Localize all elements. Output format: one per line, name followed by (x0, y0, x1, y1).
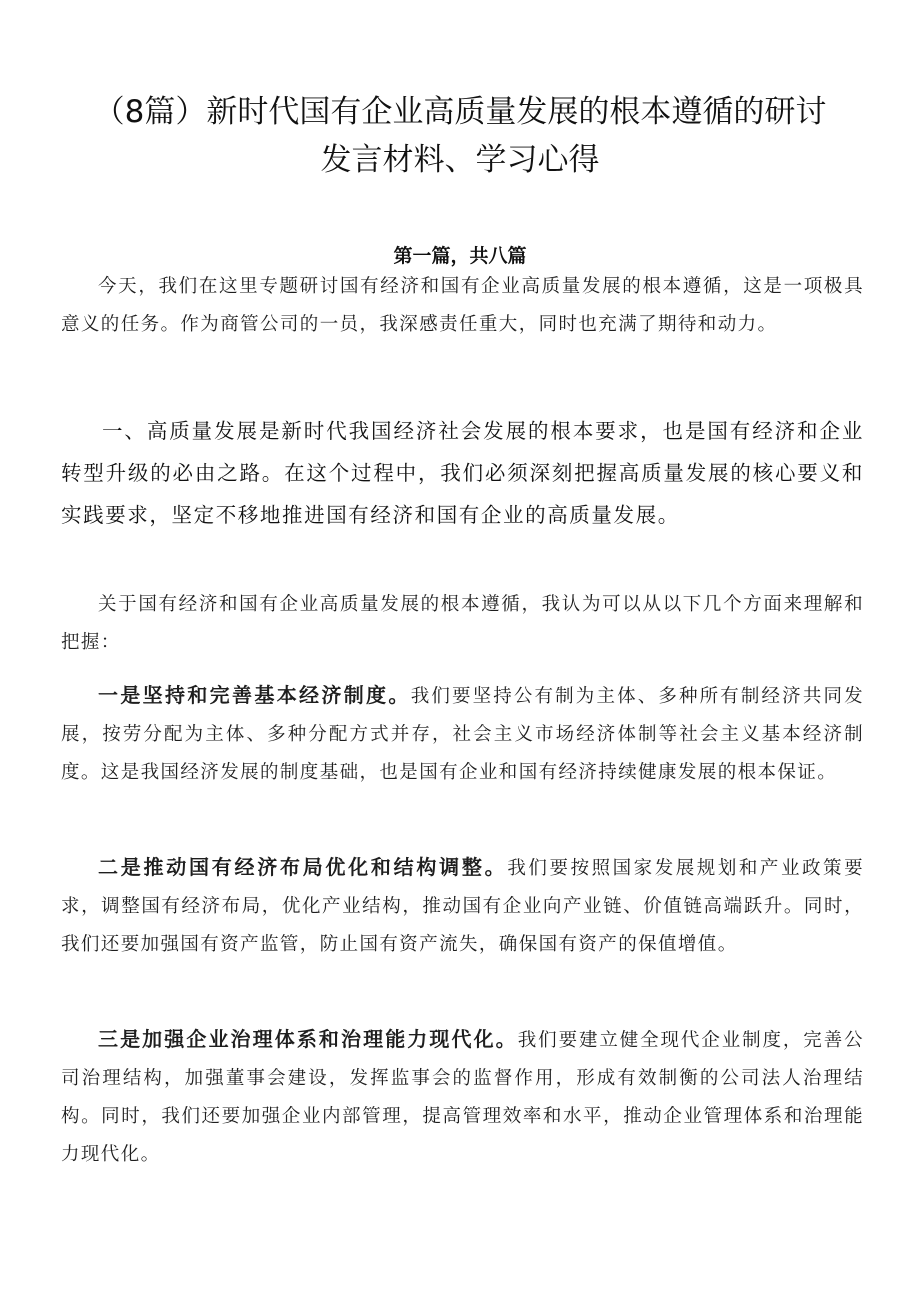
document-title-line-2: 发言材料、学习心得 (320, 142, 600, 178)
paragraph-aspect-3 (61, 1020, 864, 1174)
aspect-3-body: 我们要建立健全现代企业制度，完善公司治理结构，加强董事会建设，发挥监事会的监督作用，形成有效制衡的公司法人治理结构。同时，我们还要加强企业内部管理，提高管理效率和水平，推动企业管理体系和治理能力现代化。 (61, 1030, 864, 1165)
aspect-2-body: 我们要按照国家发展规划和产业政策要求，调整国有经济布局，优化产业结构，推动国有企业向产业链、价值链高端跃升。同时，我们还要加强国有资产监管，防止国有资产流失，确保国有资产的保值增值。 (61, 858, 864, 955)
section-heading: 第一篇，共八篇 (393, 245, 527, 267)
document-title-line-1: （8篇）新时代国有企业高质量发展的根本遵循的研讨 (93, 94, 827, 130)
aspect-3-lead: 三是加强企业治理体系和治理能力现代化。 (98, 1027, 518, 1051)
paragraph-aspect-2 (61, 848, 864, 964)
aspect-1-body: 我们要坚持公有制为主体、多种所有制经济共同发展，按劳分配为主体、多种分配方式并存，社会主义市场经济体制等社会主义基本经济制度。这是我国经济发展的制度基础，也是国有企业和国有经济持续健康发展的根本保证。 (61, 686, 864, 783)
paragraph-aspects-intro: 关于国有经济和国有企业高质量发展的根本遵循，我认为可以从以下几个方面来理解和把握： (61, 594, 864, 653)
aspect-2-lead: 二是推动国有经济布局优化和结构调整。 (98, 855, 508, 879)
document-title (60, 88, 860, 184)
paragraph-intro: 今天，我们在这里专题研讨国有经济和国有企业高质量发展的根本遵循，这是一项极具意义的任务。作为商管公司的一员，我深感责任重大，同时也充满了期待和动力。 (61, 276, 864, 335)
aspect-1-lead: 一是坚持和完善基本经济制度。 (98, 683, 411, 707)
paragraph-point-one: 一、高质量发展是新时代我国经济社会发展的根本要求，也是国有经济和企业转型升级的必由之路。在这个过程中，我们必须深刻把握高质量发展的核心要义和实践要求，坚定不移地推进国有经济和国有企业的高质量发展。 (61, 419, 864, 527)
paragraph-aspect-1 (61, 676, 864, 792)
